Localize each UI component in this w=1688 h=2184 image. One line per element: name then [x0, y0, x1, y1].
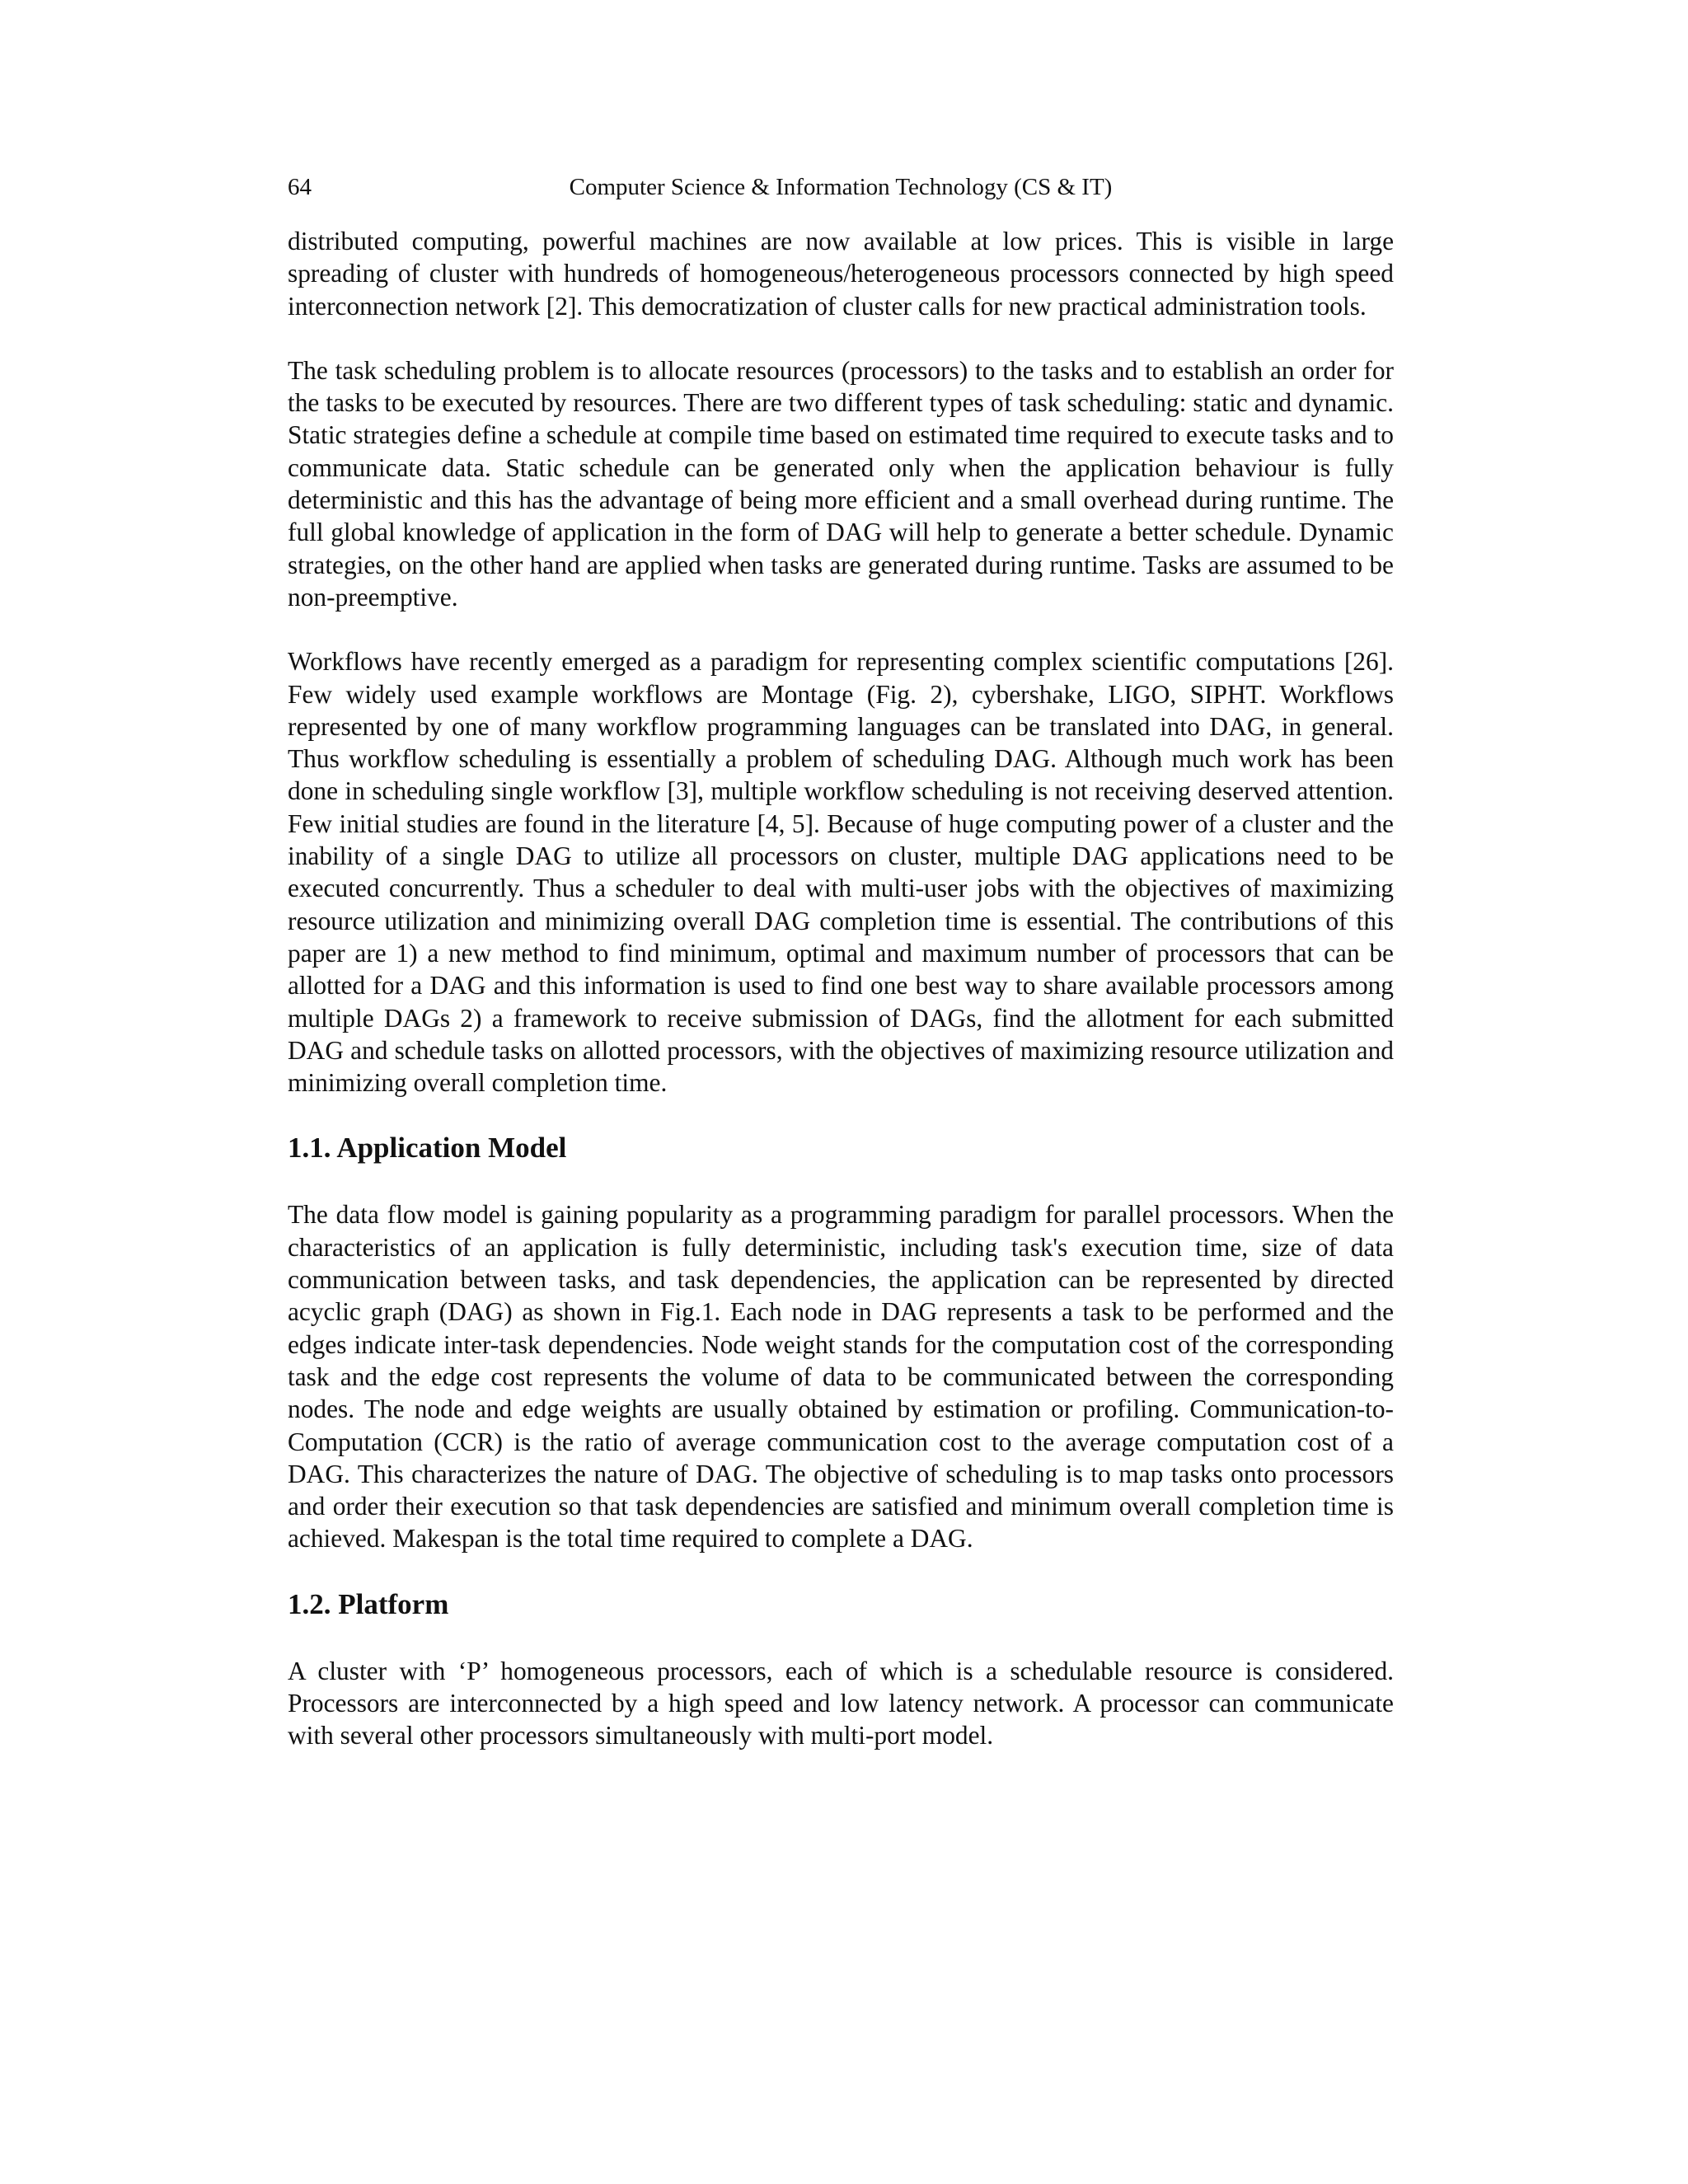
section-heading-platform: 1.2. Platform [288, 1587, 449, 1620]
journal-title: Computer Science & Information Technology (CS & IT) [569, 174, 1113, 200]
page-number: 64 [288, 174, 312, 200]
paragraph-application-model: The data flow model is gaining popularity as a programming paradigm for parallel processors. When the characteristics of an application is fully deterministic, including task's execution time, size of data communication between tasks, and task dependencies, the application can be represented by directed acyclic graph (DAG) as shown in Fig.1. Each node in DAG represents a task to be performed and the edges indicate inter-task dependencies. Node weight stands for the computation cost of the corresponding task and the edge cost represents the volume of data to be communicated between the corresponding nodes. The node and edge weights are usually obtained by estimation or profiling. Communication-to-Computation (CCR) is the ratio of average communication cost to the average computation cost of a DAG. This characterizes the nature of DAG. The objective of scheduling is to map tasks onto processors and order their execution so that task dependencies are satisfied and minimum overall completion time is achieved. Makespan is the total time required to complete a DAG. [288, 1200, 1394, 1554]
paragraph-distributed-computing: distributed computing, powerful machines are now available at low prices. This is visible in large spreading of cluster with hundreds of homogeneous/heterogeneous processors connected by high speed interconnection network [2]. This democratization of cluster calls for new practical administration tools. [288, 227, 1394, 321]
paragraph-task-scheduling: The task scheduling problem is to allocate resources (processors) to the tasks and to establish an order for the tasks to be executed by resources. There are two different types of task scheduling: static and dynamic. Static strategies define a schedule at compile time based on estimated time required to execute tasks and to communicate data. Static schedule can be generated only when the application behaviour is fully deterministic and this has the advantage of being more efficient and a small overhead during runtime. The full global knowledge of application in the form of DAG will help to generate a better schedule. Dynamic strategies, on the other hand are applied when tasks are generated during runtime. Tasks are assumed to be non-preemptive. [288, 355, 1394, 612]
running-header [288, 169, 1394, 205]
paper-page [288, 169, 1394, 1784]
paragraph-platform: A cluster with ‘P’ homogeneous processors, each of which is a schedulable resource is considered. Processors are interconnected by a high speed and low latency network. A processor can communicate with several other processors simultaneously with multi-port model. [288, 1656, 1394, 1750]
section-heading-application-model: 1.1. Application Model [288, 1132, 567, 1165]
paragraph-workflows: Workflows have recently emerged as a paradigm for representing complex scientific computations [26]. Few widely used example workflows are Montage (Fig. 2), cybershake, LIGO, SIPHT. Workflows represented by one of many workflow programming languages can be translated into DAG, in general. Thus workflow scheduling is essentially a problem of scheduling DAG. Although much work has been done in scheduling single workflow [3], multiple workflow scheduling is not receiving deserved attention. Few initial studies are found in the literature [4, 5]. Because of huge computing power of a cluster and the inability of a single DAG to utilize all processors on cluster, multiple DAG applications need to be executed concurrently. Thus a scheduler to deal with multi-user jobs with the objectives of maximizing resource utilization and minimizing overall DAG completion time is essential. The contributions of this paper are 1) a new method to find minimum, optimal and maximum number of processors that can be allotted for a DAG and this information is used to find one best way to share available processors among multiple DAGs 2) a framework to receive submission of DAGs, find the allotment for each submitted DAG and schedule tasks on allotted processors, with the objectives of maximizing resource utilization and minimizing overall completion time. [288, 647, 1394, 1098]
body-text [288, 225, 1394, 1752]
